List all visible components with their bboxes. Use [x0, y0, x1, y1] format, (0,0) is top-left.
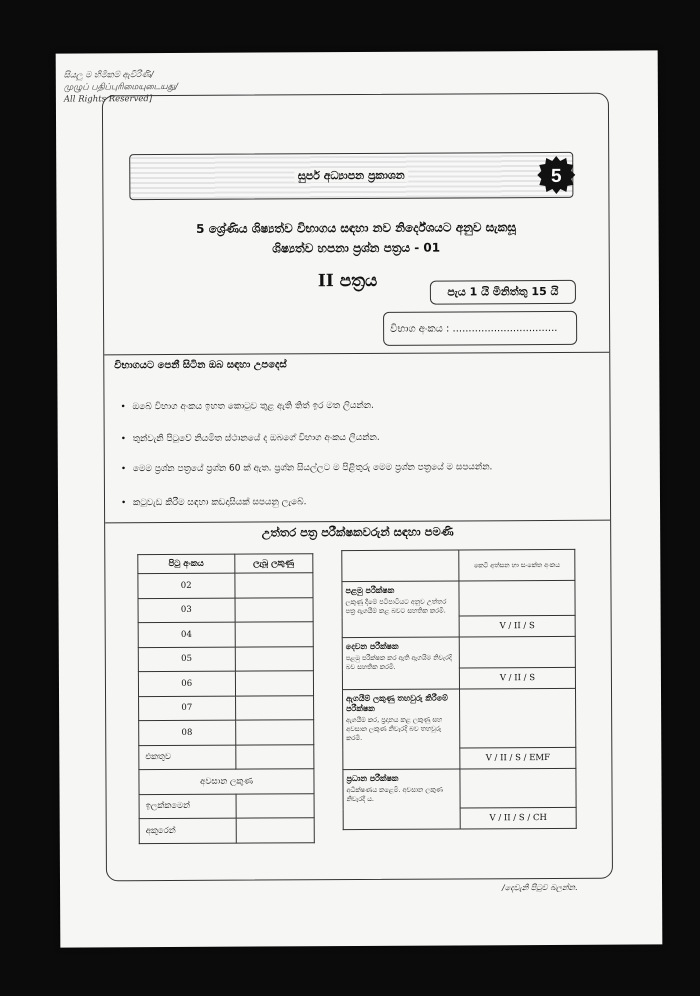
examiners-table	[341, 549, 576, 830]
exam-title-line1: 5 ශ්‍රේණිය ශිෂ්‍යත්ව විභාගය සඳහා නව නිර්දේශයට අනුව සැකසූ	[196, 220, 517, 236]
table-row	[342, 636, 575, 668]
stage-title: පළමු පරීක්ෂක	[345, 585, 395, 596]
rights-english: All Rights Reserved]	[63, 94, 153, 105]
total-row: එකතුව	[139, 744, 314, 769]
grade-badge	[536, 155, 576, 195]
signature-cell	[460, 768, 576, 808]
stage-description: ඇගයීම් කර, ප්‍රදානය කළ ලකුණු සහ අවසාන ලකුණ නිවැරදි බව තහවුරු කරමි.	[346, 715, 443, 743]
rights-tamil: முழுப் பதிப்புரிமையுடையது/	[63, 81, 178, 93]
table-row	[342, 580, 575, 616]
instruction-item: • ඔබේ විභාග අංකය ඉහත කොටුව තුළ ඇති තිත් ඉර මත ලියන්න.	[120, 400, 374, 413]
cover-frame	[102, 93, 613, 882]
marks-cell	[236, 793, 315, 818]
stage-description: අධීක්ෂණය කළෙමි. අවසාන ලකුණ නිවැරදි ය.	[346, 785, 443, 804]
stage-description: පළමු පරීක්ෂක කර ඇති ඇගයීම නිවැරදි බව සහතික කරමි.	[345, 653, 452, 672]
marks-cell	[235, 720, 314, 745]
instruction-item: • තුන්වැනි පිටුවේ නියමිත ස්ථානයේ ද ඔබගේ විභාග අංකය ලියන්න.	[120, 432, 380, 445]
stage-title: ඇගයීම් ලකුණු තහවුරු කිරීමේ පරීක්ෂක	[346, 693, 448, 714]
marks-cell	[236, 818, 315, 843]
stage-title: දෙවන පරීක්ෂක	[345, 641, 399, 652]
final-mark-row: අවසාන ලකුණ	[139, 769, 314, 794]
instructions-title: විභාගයට පෙනී සිටින ඔබ සඳහා උපදෙස්	[114, 359, 287, 372]
time-allowed: පැය 1 යි මිනිත්තු 15 යි	[430, 280, 576, 305]
code-cell: V / II / S / CH	[460, 807, 576, 829]
marks-cell	[235, 597, 314, 622]
code-cell: V / II / S / EMF	[460, 747, 576, 769]
marks-cell	[235, 671, 314, 696]
marks-cell	[234, 573, 313, 598]
table-row: 03	[138, 597, 313, 622]
table-row	[342, 688, 575, 748]
rights-sinhala: සියලු ම හිමිකම් ඇවිරිණි/	[63, 70, 154, 81]
marks-cell	[235, 744, 314, 769]
publisher-name: සුපර් අධ්‍යාපන ප්‍රකාශන	[294, 169, 409, 183]
signature-cell	[459, 636, 575, 668]
turn-page-note: /දෙවැනි පිටුව බලන්න.	[502, 882, 578, 893]
index-number-field: විභාග අංකය : .................................	[383, 311, 577, 346]
column-header: පිටු අංකය	[138, 554, 235, 574]
marks-cell	[235, 695, 314, 720]
exam-paper-sheet	[56, 50, 663, 947]
signature-header: කෙටි අත්සන හා සංකේත අංකය	[459, 549, 575, 581]
table-row	[343, 768, 576, 808]
words-row: අකුරෙන්	[139, 818, 314, 843]
digits-row: ඉලක්කමෙන්	[139, 793, 314, 818]
table-row: 04	[138, 622, 313, 647]
marks-table	[137, 553, 315, 843]
marks-cell	[235, 646, 314, 671]
code-cell: V / II / S	[459, 667, 575, 689]
examiners-section-title: උත්තර පත්‍ර පරීක්ෂකවරුන් සඳහා පමණි	[261, 524, 454, 540]
table-row: 07	[139, 695, 314, 720]
marks-cell	[235, 622, 314, 647]
stage-description: ලකුණු දීමේ පටිපාටියට අනුව උත්තර පත්‍ර ඇගයීම් කළ බවට සහතික කරමි.	[345, 597, 447, 616]
signature-cell	[459, 580, 575, 616]
code-cell: V / II / S	[459, 615, 575, 637]
stage-title: ප්‍රධාන පරීක්ෂක	[346, 773, 399, 784]
paper-number: II පත්‍රය	[317, 270, 378, 292]
table-row: 02	[138, 573, 313, 598]
signature-cell	[459, 688, 575, 748]
grade-number: 5	[550, 165, 562, 187]
divider	[104, 352, 609, 356]
column-header: ලැබූ ලකුණු	[234, 554, 313, 573]
publisher-banner	[129, 152, 573, 200]
table-row: 05	[138, 646, 313, 671]
table-row: 06	[138, 671, 313, 696]
instruction-item: • කටුවැඩ කිරීම සඳහා කඩදාසියක් සපයනු ලැබේ.	[120, 497, 307, 509]
table-row: 08	[139, 720, 314, 745]
exam-title-line2: ශිෂ්‍යත්ව හපනා ප්‍රශ්න පත්‍රය - 01	[272, 240, 441, 256]
divider	[105, 520, 610, 524]
instruction-item: • මෙම ප්‍රශ්න පත්‍රයේ ප්‍රශ්න 60 ක් ඇත. ප්‍රශ්න සියල්ලට ම පිළිතුරු මෙම ප්‍රශ්න පත්‍රයේ ම සපයන්න.	[120, 462, 493, 475]
